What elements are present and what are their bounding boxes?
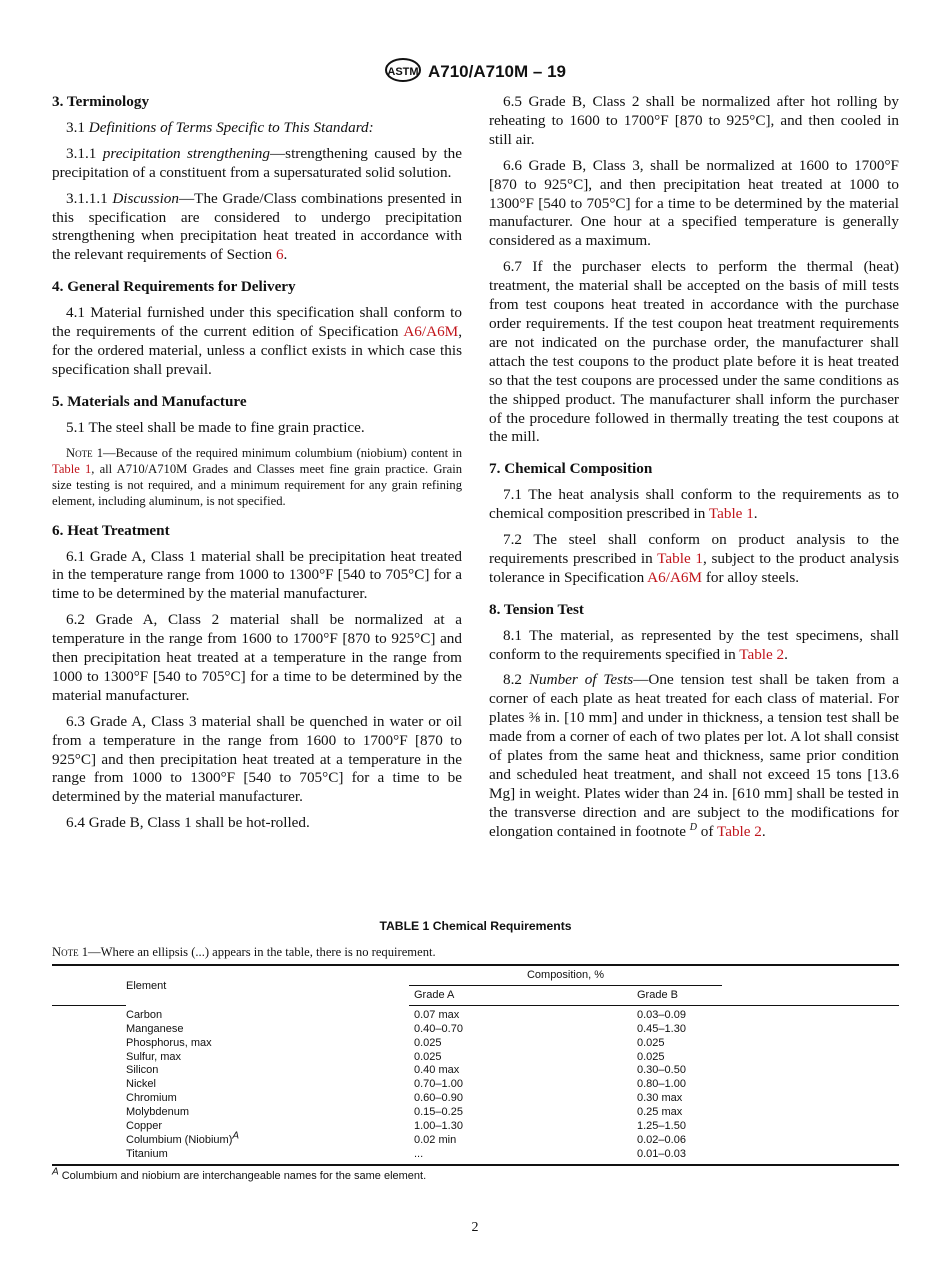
- italic-term: Discussion: [112, 189, 179, 207]
- text-run: 6.1 Grade A, Class 1 material shall be precipitation heat treated in the temperature range from 1000 to 1300°F [540 to 705°C] for a time to be determined by the material manufacturer.: [52, 547, 462, 603]
- chemical-requirements-table: [52, 964, 899, 1166]
- table-row: [52, 1051, 899, 1065]
- cross-reference-link[interactable]: Table 1: [657, 549, 703, 567]
- note-label: Note: [66, 445, 93, 460]
- cross-reference-link[interactable]: Table 2: [739, 645, 785, 663]
- cell-element: Molybdenum: [126, 1106, 189, 1119]
- text-run: —One tension test shall be taken from a corner of each plate as heat treated for each class of material. For plates ⅜ in. [10 mm] and under in thickness, a tension test shall be made from a corner of each of two plates per lot. A lot shall consist of plates from the same heat and thickness, same prior condition and scheduled heat treatment, and shall not exceed 15 tons [13.6 Mg] in weight. Plates wider than 24 in. [610 mm] shall be tested in the transverse direction and are subject to the modifications for elongation contained in footnote: [489, 671, 899, 840]
- text-run: .: [761, 822, 766, 840]
- section-heading: [52, 93, 462, 112]
- text-run: , for the ordered material, unless a conflict exists in which case this specification shall prevail.: [52, 323, 462, 378]
- section-heading: [489, 460, 899, 479]
- text-run: 6.5 Grade B, Class 2 shall be normalized after hot rolling by reheating to 1600 to 1700°F [870 to 925°C], and then cooled in still air.: [489, 93, 899, 148]
- table-row: [52, 1120, 899, 1134]
- table-row: [52, 1092, 899, 1106]
- cell-grade-b: 0.025: [637, 1050, 665, 1063]
- text-run: 6. Heat Treatment: [52, 521, 170, 539]
- text-run: of: [697, 822, 717, 840]
- cell-grade-b: 0.80–1.00: [637, 1078, 686, 1091]
- cell-grade-b: 0.025: [637, 1036, 665, 1049]
- text-run: 3.1.1: [66, 144, 103, 162]
- text-run: 5. Materials and Manufacture: [52, 392, 247, 410]
- text-run: 5.1 The steel shall be made to fine grain practice.: [66, 418, 365, 436]
- text-run: for alloy steels.: [702, 568, 800, 586]
- paragraph: [489, 258, 899, 447]
- cell-grade-b: 0.02–0.06: [637, 1133, 686, 1146]
- italic-term: Definitions of Terms Specific to This Standard:: [88, 118, 374, 136]
- cell-grade-a: 0.15–0.25: [414, 1106, 463, 1119]
- paragraph: [489, 671, 899, 841]
- cross-reference-link[interactable]: Table 1: [708, 505, 754, 523]
- text-run: 6.7 If the purchaser elects to perform the thermal (heat) treatment, the material shall be accepted on the basis of mill tests from test coupons heat treated in accordance with the purchase order requirements. If the test coupon heat treatment requirements are not indicated on the purchase order, the manufacturer shall attach the test coupons to the product plate before it is heat treated so that the test coupons are processed under the same conditions as the shipped product. The manufacturer shall inform the purchaser of the procedure followed in thermally treating the test coupons at the mill.: [489, 258, 899, 446]
- text-run: —strengthening caused by the precipitation of a constituent from a supersaturated solid solution.: [52, 144, 463, 181]
- col-header-composition: Composition, %: [409, 965, 722, 985]
- text-run: 7.1 The heat analysis shall conform to the requirements as to chemical composition prescribed in: [489, 486, 899, 523]
- text-run: 8. Tension Test: [489, 600, 584, 618]
- table-note: [52, 945, 899, 960]
- paragraph: [489, 531, 899, 588]
- col-header-grade-a: Grade A: [409, 985, 632, 1005]
- cell-grade-a: 0.025: [414, 1036, 442, 1049]
- table-row: [52, 1023, 899, 1037]
- text-run: .: [283, 246, 288, 264]
- cell-element: Phosphorus, max: [126, 1036, 212, 1049]
- cell-element: Columbium (Niobium)$^A$: [126, 1130, 240, 1146]
- table-row: [52, 1005, 899, 1022]
- page-header: [0, 57, 950, 83]
- text-run: 8.2: [503, 671, 529, 689]
- cell-grade-a: ...: [414, 1147, 424, 1160]
- paragraph: [52, 190, 462, 266]
- paragraph: [489, 486, 899, 524]
- cell-element: Titanium: [126, 1147, 168, 1160]
- cross-reference-link[interactable]: A6/A6M: [647, 568, 703, 586]
- cell-element: Carbon: [126, 1008, 163, 1021]
- footnote-ref: A: [232, 1130, 240, 1142]
- paragraph: [489, 157, 899, 252]
- text-run: 3.1: [66, 118, 89, 136]
- cell-element: Chromium: [126, 1092, 177, 1105]
- italic-term: precipitation strengthening: [102, 144, 270, 162]
- footnote-ref: D: [689, 821, 697, 833]
- footnote-mark: A: [52, 1166, 59, 1178]
- paragraph: [52, 548, 462, 605]
- cell-element: Sulfur, max: [126, 1050, 182, 1063]
- table-footnote: [52, 1166, 899, 1182]
- table-row: [52, 1148, 899, 1165]
- cell-grade-b: 0.30–0.50: [637, 1064, 686, 1077]
- paragraph: [489, 93, 899, 150]
- text-run: 6.4 Grade B, Class 1 shall be hot-rolled.: [66, 814, 310, 832]
- cross-reference-link[interactable]: Table 1: [52, 461, 92, 476]
- cross-reference-link[interactable]: A6/A6M: [403, 323, 459, 341]
- right-column: [489, 93, 899, 849]
- table-row: [52, 1037, 899, 1051]
- paragraph: [52, 419, 462, 438]
- cell-grade-b: 1.25–1.50: [637, 1120, 686, 1133]
- text-run: , all A710/A710M Grades and Classes meet fine grain practice. Grain size testing is not required, and a minimum requirement for any grain refining element, including aluminum, is not specified.: [52, 461, 462, 508]
- col-header-grade-b: Grade B: [632, 985, 722, 1005]
- cell-grade-b: 0.03–0.09: [637, 1008, 686, 1021]
- text-run: .: [753, 505, 758, 523]
- paragraph: [52, 814, 462, 833]
- table-1: [52, 919, 899, 1182]
- cell-grade-a: 0.40–0.70: [414, 1022, 463, 1035]
- paragraph: [52, 713, 462, 808]
- text-run: 1—Because of the required minimum columbium (niobium) content in: [92, 445, 462, 460]
- cell-grade-b: 0.25 max: [637, 1106, 683, 1119]
- cell-grade-a: 0.70–1.00: [414, 1078, 463, 1091]
- text-run: 6.6 Grade B, Class 3, shall be normalized at 1600 to 1700°F [870 to 925°C], and then precipitation heat treated at 1000 to 1300°F [540 to 705°C] for a time to be determined by the material manufacturer. One hour at a specified temperature is generally considered as a maximum.: [489, 156, 899, 250]
- text-run: 4. General Requirements for Delivery: [52, 278, 296, 296]
- note-text: 1—Where an ellipsis (...) appears in the table, there is no requirement.: [78, 945, 436, 959]
- cell-grade-b: 0.45–1.30: [637, 1022, 686, 1035]
- col-header-element: Element: [126, 980, 167, 993]
- cell-grade-a: 0.025: [414, 1050, 442, 1063]
- svg-text:ASTM: ASTM: [387, 66, 419, 78]
- text-run: 6.2 Grade A, Class 2 material shall be normalized at a temperature in the range from 1600 to 1700°F [870 to 925°C] and then precipitation heat treated at a temperature in the range from 1000 to 1300°F [540 to 705°C] for a time to be determined by the material manufacturer.: [52, 611, 462, 704]
- note-label: Note: [52, 945, 79, 959]
- table-row: [52, 1106, 899, 1120]
- footnote-text: Columbium and niobium are interchangeable names for the same element.: [58, 1169, 427, 1182]
- cell-grade-a: 0.40 max: [414, 1064, 460, 1077]
- section-heading: [52, 278, 462, 297]
- text-run: .: [784, 645, 788, 663]
- text-run: 7.2 The steel shall conform on product analysis to the requirements prescribed in: [489, 531, 899, 567]
- text-run: 3. Terminology: [52, 93, 150, 110]
- table-title: TABLE 1 Chemical Requirements: [379, 919, 572, 933]
- italic-term: Number of Tests: [528, 671, 634, 689]
- cell-grade-b: 0.30 max: [637, 1092, 683, 1105]
- page-number: 2: [471, 1220, 479, 1235]
- table-row: [52, 1064, 899, 1078]
- table-row: [52, 1134, 899, 1148]
- text-run: 3.1.1.1: [66, 189, 113, 207]
- cell-element: Silicon: [126, 1064, 159, 1077]
- section-heading: [52, 393, 462, 412]
- section-heading: [489, 601, 899, 620]
- cell-element: Copper: [126, 1120, 163, 1133]
- note-paragraph: [52, 445, 462, 509]
- cell-grade-b: 0.01–0.03: [637, 1147, 686, 1160]
- text-run: 8.1 The material, as represented by the test specimens, shall conform to the requirements specified in: [489, 626, 899, 663]
- text-run: 7. Chemical Composition: [489, 460, 653, 478]
- cell-grade-a: 1.00–1.30: [414, 1120, 463, 1133]
- astm-logo-icon: [384, 57, 422, 83]
- paragraph: [52, 611, 462, 706]
- cell-element: Nickel: [126, 1078, 156, 1091]
- paragraph: [52, 304, 462, 380]
- cross-reference-link[interactable]: Table 2: [716, 822, 762, 840]
- paragraph: [52, 119, 462, 138]
- text-run: , subject to the product analysis tolerance in Specification: [489, 549, 899, 586]
- text-run: 4.1 Material furnished under this specification shall conform to the requirements of the current edition of Specification: [52, 304, 462, 341]
- text-run: —The Grade/Class combinations presented in this specification are considered to undergo precipitation strengthening when precipitation heat treated in accordance with the relevant requirements of Section: [52, 189, 463, 264]
- cell-grade-a: 0.07 max: [414, 1008, 460, 1021]
- cell-grade-a: 0.02 min: [414, 1133, 457, 1146]
- designation: A710/A710M – 19: [428, 62, 566, 81]
- cross-reference-link[interactable]: 6: [275, 246, 284, 264]
- table-row: [52, 1078, 899, 1092]
- paragraph: [52, 145, 462, 183]
- text-run: 6.3 Grade A, Class 3 material shall be quenched in water or oil from a temperature in the range from 1600 to 1700°F [870 to 925°C] and then precipitation heat treated at a temperature in the range from 1000 to 1300°F [540 to 705°C] for a time to be determined by the material manufacturer.: [52, 712, 462, 806]
- section-heading: [52, 522, 462, 541]
- left-column: [52, 93, 462, 840]
- cell-grade-a: 0.60–0.90: [414, 1092, 463, 1105]
- paragraph: [489, 627, 899, 665]
- cell-element: Manganese: [126, 1022, 184, 1035]
